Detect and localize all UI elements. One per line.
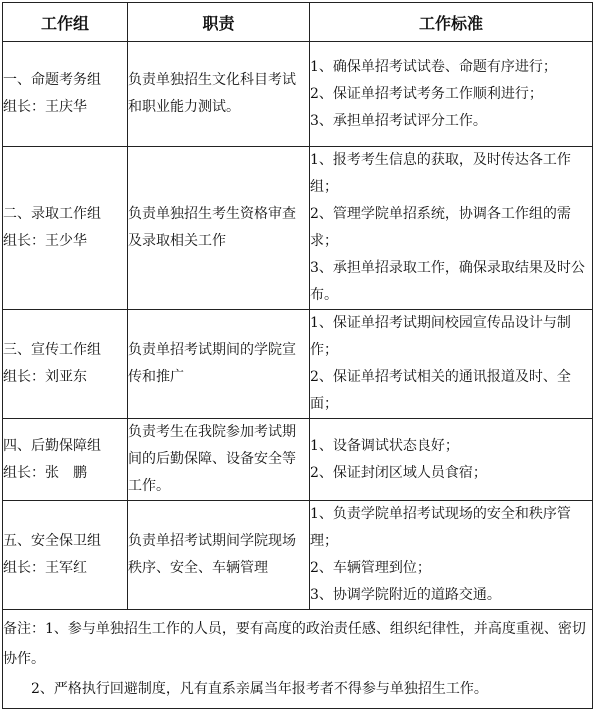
group-cell — [3, 147, 128, 310]
table-row — [3, 501, 593, 610]
group-name: 三、宣传工作组 — [3, 342, 101, 358]
standard-item: 3、协调学院附近的道路交通。 — [310, 587, 501, 603]
standard-item: 2、管理学院单招系统，协调各工作组的需求； — [310, 206, 571, 249]
standard-item: 2、保证单招考试考务工作顺利进行； — [310, 85, 543, 102]
standard-item: 1、保证单招考试期间校园宣传品设计与制作； — [310, 315, 571, 358]
duty-cell: 负责单招考试期间学院现场秩序、安全、车辆管理 — [128, 501, 310, 610]
standard-item: 1、负责学院单招考试现场的安全和秩序管理； — [310, 506, 571, 549]
standard-item: 3、承担单招录取工作，确保录取结果及时公布。 — [310, 260, 585, 303]
standard-item: 1、报考考生信息的获取，及时传达各工作组； — [310, 152, 571, 195]
duty-cell: 负责单独招生考生资格审查及录取相关工作 — [128, 147, 310, 310]
group-leader: 组长：王少华 — [3, 233, 87, 249]
group-name: 四、后勤保障组 — [3, 437, 101, 454]
note-row — [3, 610, 593, 709]
standard-cell — [310, 147, 593, 310]
standard-item: 2、保证封闭区域人员食宿； — [310, 464, 487, 481]
group-name: 二、录取工作组 — [3, 206, 101, 222]
duty-cell: 负责考生在我院参加考试期间的后勤保障、设备安全等工作。 — [128, 419, 310, 501]
standard-cell — [310, 501, 593, 610]
group-leader: 组长：张 鹏 — [3, 464, 87, 481]
standard-item: 1、设备调试状态良好； — [310, 437, 459, 454]
group-leader: 组长：王庆华 — [3, 99, 87, 115]
table-row — [3, 419, 593, 501]
table-row — [3, 147, 593, 310]
table-row — [3, 42, 593, 147]
header-group: 工作组 — [3, 3, 128, 42]
group-name: 一、命题考务组 — [3, 72, 101, 88]
note-line-2: 2、严格执行回避制度，凡有直系亲属当年报考者不得参与单独招生工作。 — [31, 681, 488, 697]
group-name: 五、安全保卫组 — [3, 533, 101, 549]
header-standard: 工作标准 — [310, 3, 593, 42]
group-cell — [3, 42, 128, 147]
standard-item: 2、保证单招考试相关的通讯报道及时、全面； — [310, 369, 571, 412]
standard-cell — [310, 42, 593, 147]
table-header-row — [3, 3, 593, 42]
note-cell — [3, 610, 593, 709]
standard-item: 1、确保单招考试试卷、命题有序进行； — [310, 58, 557, 75]
group-cell — [3, 501, 128, 610]
group-cell — [3, 419, 128, 501]
group-leader: 组长：刘亚东 — [3, 369, 87, 385]
standard-cell — [310, 419, 593, 501]
standard-item: 3、承担单招考试评分工作。 — [310, 112, 487, 129]
header-duty: 职责 — [128, 3, 310, 42]
duty-cell: 负责单招考试期间的学院宣传和推广 — [128, 310, 310, 419]
duty-cell: 负责单独招生文化科目考试和职业能力测试。 — [128, 42, 310, 147]
group-leader: 组长：王军红 — [3, 560, 87, 576]
standard-item: 2、车辆管理到位； — [310, 560, 431, 576]
standard-cell — [310, 310, 593, 419]
group-cell — [3, 310, 128, 419]
table-row — [3, 310, 593, 419]
work-group-table — [2, 2, 593, 709]
note-line-1: 备注：1、参与单独招生工作的人员，要有高度的政治责任感、组织纪律性，并高度重视、密切协作。 — [3, 621, 586, 667]
